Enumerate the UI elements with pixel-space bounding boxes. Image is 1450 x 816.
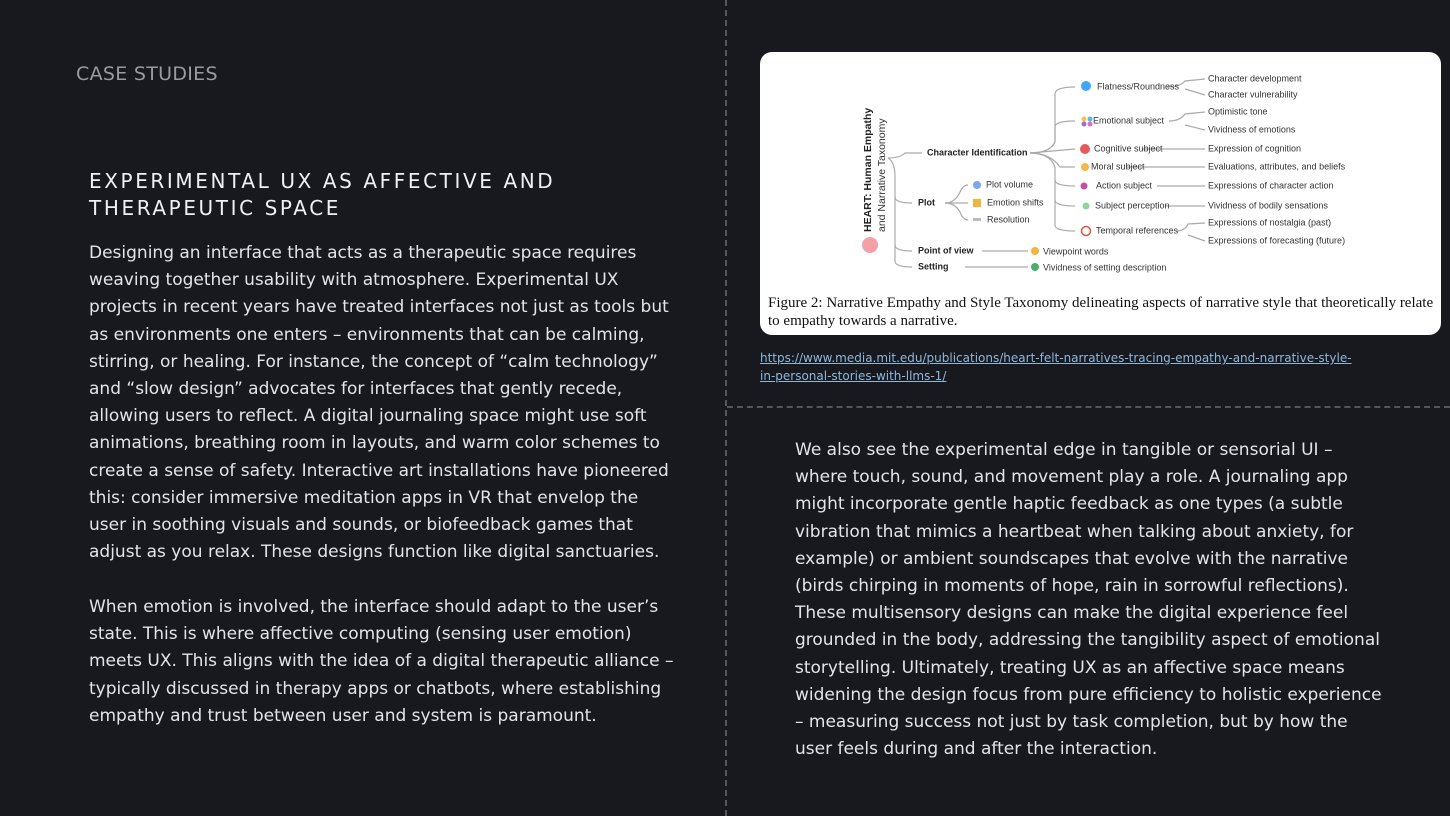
- svg-text:Expressions of forecasting (fu: Expressions of forecasting (future): [1208, 235, 1346, 246]
- section-heading: EXPERIMENTAL UX AS AFFECTIVE AND THERAPEUTIC SPACE: [89, 169, 556, 220]
- svg-text:Temporal references: Temporal references: [1096, 225, 1179, 236]
- source-link[interactable]: https://www.media.mit.edu/publications/heart-felt-narratives-tracing-empathy-and-narrative-style-in-personal-stories-with-llms-1/: [760, 351, 1352, 383]
- svg-text:Flatness/Roundness: Flatness/Roundness: [1097, 81, 1180, 92]
- branch-character: Character Identification: [927, 147, 1028, 158]
- svg-text:Expression of cognition: Expression of cognition: [1208, 143, 1302, 154]
- body-paragraph-3: We also see the experimental edge in tangible or sensorial UI – where touch, sound, and movement play a role. A journaling app might incorporate gentle haptic feedback as one types (a subtle vibration that mimics a heartbeat when talking about anxiety, for example) or ambient soundscapes that evolve with the narrative (birds chirping in moments of hope, rain in sorrowful reflections). These multisensory designs can make the digital experience feel grounded in the body, addressing the tangibility aspect of emotional storytelling. Ultimately, treating UX as an affective space means widening the design focus from pure efficiency to holistic experience – measuring success not just by task completion, but by how the user feels during and after the interaction.: [795, 440, 1382, 760]
- branch-setting: Setting: [918, 261, 949, 272]
- body-paragraph-1: Designing an interface that acts as a therapeutic space requires weaving together usability with atmosphere. Experimental UX projects in recent years have treated interfaces not just as tools but as environments one enters – environments that can be calming, stirring, or healing. For instance, the concept of “calm technology” and “slow design” advocates for interfaces that gently recede, allowing users to reflect. A digital journaling space might use soft animations, breathing room in layouts, and warm color schemes to create a sense of safety. Interactive art installations have pioneered this: consider immersive meditation apps in VR that envelop the user in soothing visuals and sounds, or biofeedback games that adjust as you relax. These designs function like digital sanctuaries.: [89, 243, 669, 563]
- horizontal-divider: [727, 406, 1450, 408]
- svg-text:HEART: Human Empathy: HEART: Human Empathy: [861, 107, 874, 232]
- svg-text:Expressions of nostalgia (past: Expressions of nostalgia (past): [1208, 217, 1332, 228]
- action-icon: [1081, 183, 1088, 190]
- flatness-icon: [1081, 81, 1091, 91]
- vertical-divider: [725, 0, 727, 816]
- perception-icon: [1083, 203, 1090, 210]
- svg-text:and Narrative Taxonomy: and Narrative Taxonomy: [875, 118, 888, 232]
- setting-icon: [1031, 263, 1039, 271]
- svg-text:Emotion shifts: Emotion shifts: [987, 197, 1044, 208]
- emotion-shifts-icon: [973, 199, 981, 207]
- section-label: CASE STUDIES: [76, 63, 218, 85]
- svg-text:Character development: Character development: [1208, 73, 1302, 84]
- temporal-icon: [1082, 227, 1091, 236]
- svg-text:Plot volume: Plot volume: [986, 179, 1034, 190]
- branch-pov: Point of view: [918, 245, 974, 256]
- svg-text:Emotional subject: Emotional subject: [1093, 115, 1165, 126]
- svg-text:Optimistic tone: Optimistic tone: [1208, 106, 1268, 117]
- taxonomy-diagram: [760, 52, 1441, 335]
- heart-logo-icon: [862, 237, 878, 253]
- svg-text:Subject perception: Subject perception: [1095, 200, 1170, 211]
- svg-text:Action subject: Action subject: [1096, 180, 1153, 191]
- plot-items: [973, 179, 1044, 224]
- leaf-items: [1208, 73, 1346, 245]
- svg-text:Resolution: Resolution: [987, 214, 1030, 225]
- figure-title: [862, 108, 888, 232]
- svg-text:Vividness of emotions: Vividness of emotions: [1208, 124, 1296, 135]
- figure-caption: Figure 2: Narrative Empathy and Style Taxonomy delineating aspects of narrative style that theoretically relate to empathy towards a narrative.: [768, 295, 1434, 329]
- taxonomy-figure: [760, 52, 1441, 335]
- plot-volume-icon: [973, 181, 981, 189]
- pov-item: Viewpoint words: [1043, 246, 1109, 257]
- connector-lines: [888, 79, 1205, 267]
- svg-text:Moral subject: Moral subject: [1091, 161, 1145, 172]
- character-items: [1080, 81, 1180, 236]
- setting-item: Vividness of setting description: [1043, 262, 1167, 273]
- svg-text:Vividness of bodily sensations: Vividness of bodily sensations: [1208, 200, 1328, 211]
- resolution-icon: [973, 218, 981, 221]
- svg-text:Character vulnerability: Character vulnerability: [1208, 89, 1298, 100]
- svg-text:Evaluations, attributes, and b: Evaluations, attributes, and beliefs: [1208, 161, 1346, 172]
- svg-text:Cognitive subject: Cognitive subject: [1094, 143, 1163, 154]
- body-paragraph-2: When emotion is involved, the interface should adapt to the user’s state. This is where affective computing (sensing user emotion) meets UX. This aligns with the idea of a digital therapeutic alliance – typically discussed in therapy apps or chatbots, where establishing empathy and trust between user and system is paramount.: [89, 597, 674, 726]
- cognitive-icon: [1080, 144, 1090, 154]
- moral-icon: [1081, 163, 1089, 171]
- branch-plot: Plot: [918, 197, 935, 208]
- svg-text:Expressions of character actio: Expressions of character action: [1208, 180, 1334, 191]
- viewpoint-icon: [1031, 247, 1039, 255]
